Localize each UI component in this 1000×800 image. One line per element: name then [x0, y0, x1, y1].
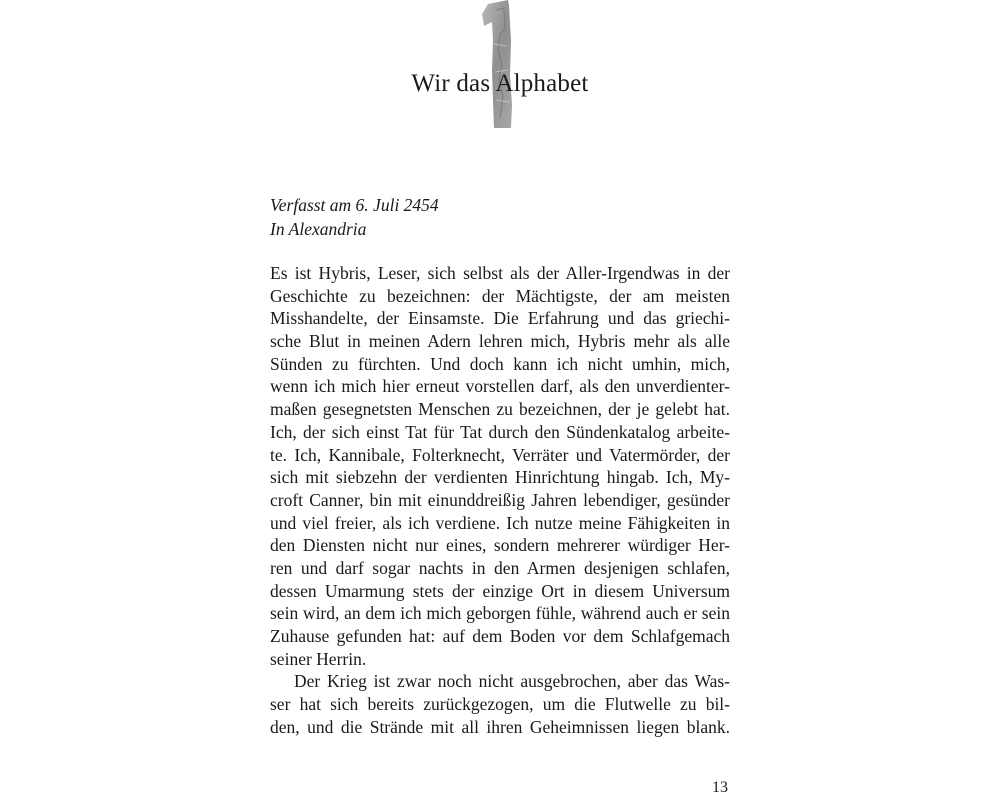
- text-line: Zuhause gefunden hat: auf dem Boden vor dem Schlafgemach: [270, 626, 730, 646]
- text-line: und viel freier, als ich verdiene. Ich nutze meine Fähigkeiten in: [270, 512, 730, 533]
- text-line: den, und die Strände mit all ihren Geheimnissen liegen blank.: [270, 716, 730, 737]
- text-line: te. Ich, Kannibale, Folterknecht, Verräter und Vatermörder, der: [270, 444, 730, 465]
- text-line: sche Blut in meinen Adern lehren mich, Hybris mehr als alle: [270, 331, 730, 352]
- text-line: croft Canner, bin mit einunddreißig Jahren lebendiger, gesünder: [270, 489, 730, 510]
- page-number: 13: [712, 779, 728, 796]
- text-line: Ich, der sich einst Tat für Tat durch den Sündenkatalog arbeite-: [270, 421, 730, 442]
- body-text: [270, 262, 730, 738]
- text-line: Misshandelte, der Einsamste. Die Erfahrung und das griechi-: [270, 308, 730, 329]
- chapter-title: Wir das Alphabet: [411, 70, 589, 97]
- dateline-place: In Alexandria: [270, 219, 367, 239]
- chapter-number-graphic: [478, 0, 522, 130]
- text-line: den Diensten nicht nur eines, sondern mehrerer würdiger Her-: [270, 535, 730, 556]
- text-line: maßen gesegnetsten Menschen zu bezeichnen, der je gelebt hat.: [270, 399, 730, 420]
- text-line: ren und darf sogar nachts in den Armen desjenigen schlafen,: [270, 557, 730, 578]
- dateline: [270, 193, 439, 241]
- text-line: Es ist Hybris, Leser, sich selbst als der Aller-Irgendwas in der: [270, 263, 730, 283]
- text-line: Geschichte zu bezeichnen: der Mächtigste, der am meisten: [270, 285, 730, 306]
- text-line: ser hat sich bereits zurückgezogen, um die Flutwelle zu bil-: [270, 694, 730, 715]
- text-line: Der Krieg ist zwar noch nicht ausgebrochen, aber das Was-: [294, 671, 730, 692]
- text-line: seiner Herrin.: [270, 648, 367, 669]
- text-line: sein wird, an dem ich mich geborgen fühle, während auch er sein: [270, 603, 730, 624]
- text-line: dessen Umarmung stets der einzige Ort in diesem Universum: [270, 580, 730, 601]
- text-line: sich mit siebzehn der verdienten Hinrichtung hingab. Ich, My-: [270, 467, 730, 488]
- text-line: Sünden zu fürchten. Und doch kann ich nicht umhin, mich,: [270, 353, 730, 374]
- text-line: wenn ich mich hier erneut vorstellen darf, als den unverdienter-: [270, 376, 730, 397]
- dateline-date: Verfasst am 6. Juli 2454: [270, 195, 439, 215]
